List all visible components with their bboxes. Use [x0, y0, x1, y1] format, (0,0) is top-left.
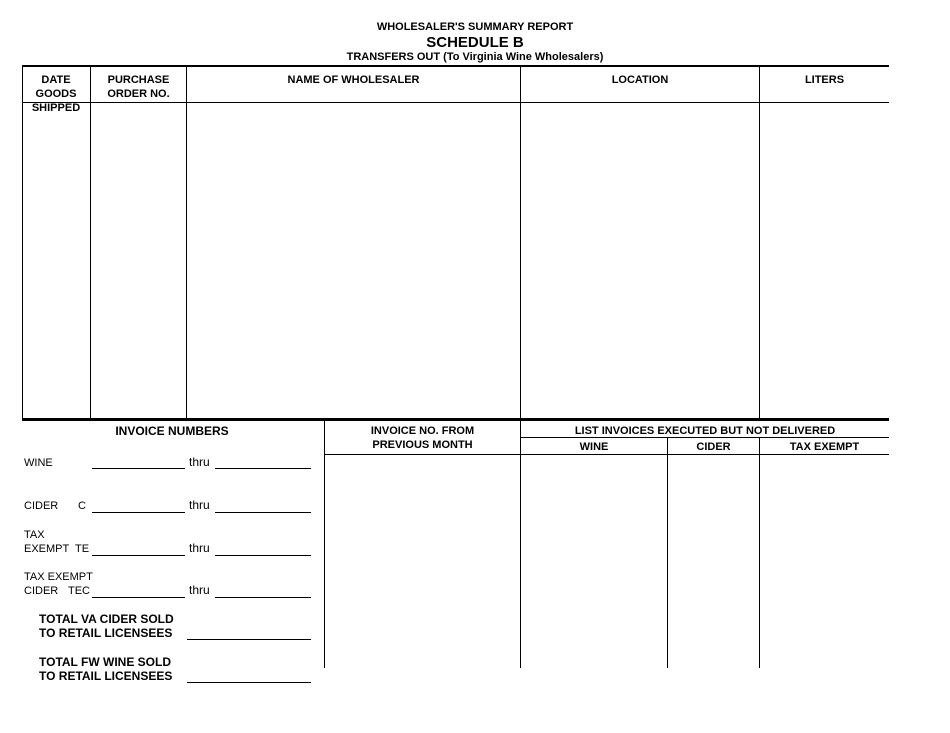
not-delivered-wine-entry-area[interactable]	[521, 455, 667, 668]
not-delivered-col-cider: CIDER	[696, 441, 731, 453]
col-name-of-wholesaler: NAME OF WHOLESALER	[287, 74, 420, 86]
total-fw-wine-field[interactable]	[187, 682, 311, 683]
invoice-row-cider-code: C	[78, 500, 86, 512]
te-cider-thru-field[interactable]	[215, 597, 311, 598]
total-fw-wine-line2: TO RETAIL LICENSEES	[39, 669, 173, 683]
col-location: LOCATION	[611, 74, 669, 86]
col-po-line1: PURCHASE	[107, 74, 170, 86]
invoice-row-wine-label: WINE	[24, 457, 53, 469]
col-date-line2: SHIPPED	[31, 102, 81, 114]
not-delivered-col-wine: WINE	[579, 441, 609, 453]
not-delivered-cider-entry-area[interactable]	[668, 455, 759, 668]
invoice-row-tax-exempt-line2: EXEMPT	[24, 543, 70, 555]
invoice-row-te-cider-code: TEC	[68, 585, 90, 597]
cider-from-field[interactable]	[92, 512, 185, 513]
not-delivered-tax-exempt-entry-area[interactable]	[760, 455, 889, 668]
col-po-line2: ORDER NO.	[107, 88, 170, 100]
report-title: WHOLESALER'S SUMMARY REPORT	[376, 21, 574, 33]
wine-thru-label: thru	[189, 455, 210, 469]
total-va-cider-field[interactable]	[187, 639, 311, 640]
not-delivered-col-tax-exempt: TAX EXEMPT	[789, 441, 860, 453]
cider-thru-label: thru	[189, 498, 210, 512]
prev-month-header	[325, 424, 520, 452]
col-liters: LITERS	[804, 74, 845, 86]
wine-from-field[interactable]	[92, 468, 185, 469]
invoice-row-te-cider-line2: CIDER	[24, 585, 59, 597]
invoice-numbers-title: INVOICE NUMBERS	[115, 424, 229, 438]
tax-exempt-thru-label: thru	[189, 541, 210, 555]
col-purchase-order	[91, 73, 186, 101]
te-cider-thru-label: thru	[189, 583, 210, 597]
not-delivered-title: LIST INVOICES EXECUTED BUT NOT DELIVERED	[574, 425, 836, 437]
total-va-cider-line1: TOTAL VA CIDER SOLD	[39, 612, 174, 626]
invoice-row-cider-label: CIDER	[24, 500, 59, 512]
tax-exempt-from-field[interactable]	[92, 555, 185, 556]
prev-month-line2: PREVIOUS MONTH	[372, 439, 473, 451]
invoice-row-te-cider-line1: TAX EXEMPT	[24, 571, 93, 583]
cider-thru-field[interactable]	[215, 512, 311, 513]
total-fw-wine-label	[39, 655, 172, 683]
total-fw-wine-line1: TOTAL FW WINE SOLD	[39, 655, 171, 669]
col-date-line1: DATE GOODS	[35, 74, 77, 100]
te-cider-from-field[interactable]	[92, 597, 185, 598]
invoice-row-tax-exempt-line1: TAX	[24, 529, 45, 541]
total-va-cider-label	[39, 612, 174, 640]
purchase-order-entry-area[interactable]	[91, 103, 186, 418]
schedule-title: SCHEDULE B	[426, 34, 524, 51]
total-va-cider-line2: TO RETAIL LICENSEES	[39, 626, 173, 640]
liters-entry-area[interactable]	[760, 103, 889, 418]
prev-month-entry-area[interactable]	[325, 455, 520, 668]
location-entry-area[interactable]	[521, 103, 759, 418]
date-shipped-entry-area[interactable]	[23, 103, 90, 418]
wholesaler-name-entry-area[interactable]	[187, 103, 520, 418]
prev-month-line1: INVOICE NO. FROM	[370, 425, 475, 437]
tax-exempt-thru-field[interactable]	[215, 555, 311, 556]
invoice-row-tax-exempt-code: TE	[75, 543, 90, 555]
schedule-subtitle: TRANSFERS OUT (To Virginia Wine Wholesalers)	[346, 51, 604, 63]
wine-thru-field[interactable]	[215, 468, 311, 469]
